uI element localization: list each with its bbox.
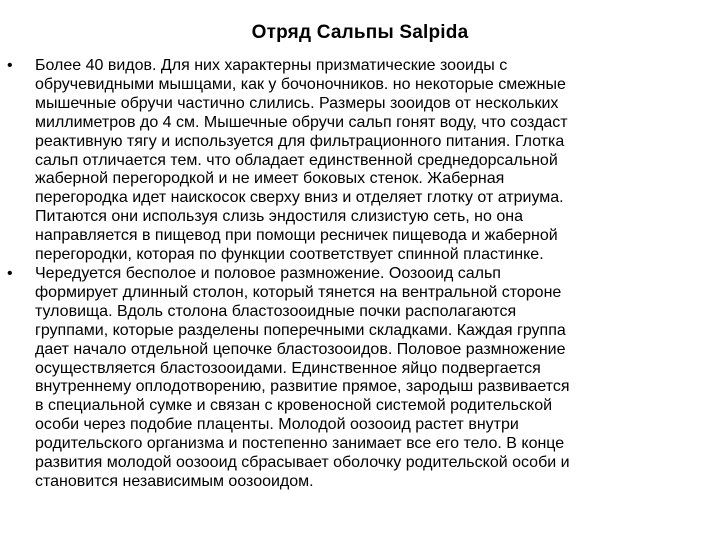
bullet-text: Чередуется бесполое и половое размножение. Оозооид сальп формирует длинный столон, который тянется на вентральной стороне туловища. Вдоль столона бластозооидные почки располагаются группами, которые разделены поперечными складками. Каждая группа дает начало отдельной цепочке бластозооидов. Половое размножение осуществляется бластозооидами. Единственное яйцо подвергается внутреннему оплодотворению, развитие прямое, зародыш развивается в специальной сумке и связан с кровеносной системой родительской особи через подобие плаценты. Молодой оозооид растет внутри родительского организма и постепенно занимает все его тело. В конце развития молодой оозооид сбрасывает оболочку родительской особи и становится независимым оозооидом. bbox=[35, 264, 570, 490]
bullet-marker: • bbox=[7, 264, 13, 282]
bullet-item-2 bbox=[0, 265, 720, 492]
bullet-text: Более 40 видов. Для них характерны призматические зооиды с обручевидными мышцами, как у бочоночников. но некоторые смежные мышечные обручи частично слились. Размеры зооидов от нескольких миллиметров до 4 см. Мышечные обручи сальп гонят воду, что создаст реактивную тягу и используется для фильтрационного питания. Глотка сальп отличается тем. что обладает единственной среднедорсальной жаберной перегородкой и не имеет боковых стенок. Жаберная перегородка идет наискосок сверху вниз и отделяет глотку от атриума. Питаются они используя слизь эндостиля слизистую сеть, но она направляется в пищевод при помощи ресничек пищевода и жаберной перегородки, которая по функции соответствует спинной пластинке. bbox=[35, 57, 568, 264]
bullet-marker: • bbox=[7, 57, 13, 74]
bullet-item-1 bbox=[0, 57, 720, 265]
slide-title: Отряд Сальпы Salpida bbox=[251, 22, 469, 43]
bullet-list bbox=[0, 57, 720, 492]
